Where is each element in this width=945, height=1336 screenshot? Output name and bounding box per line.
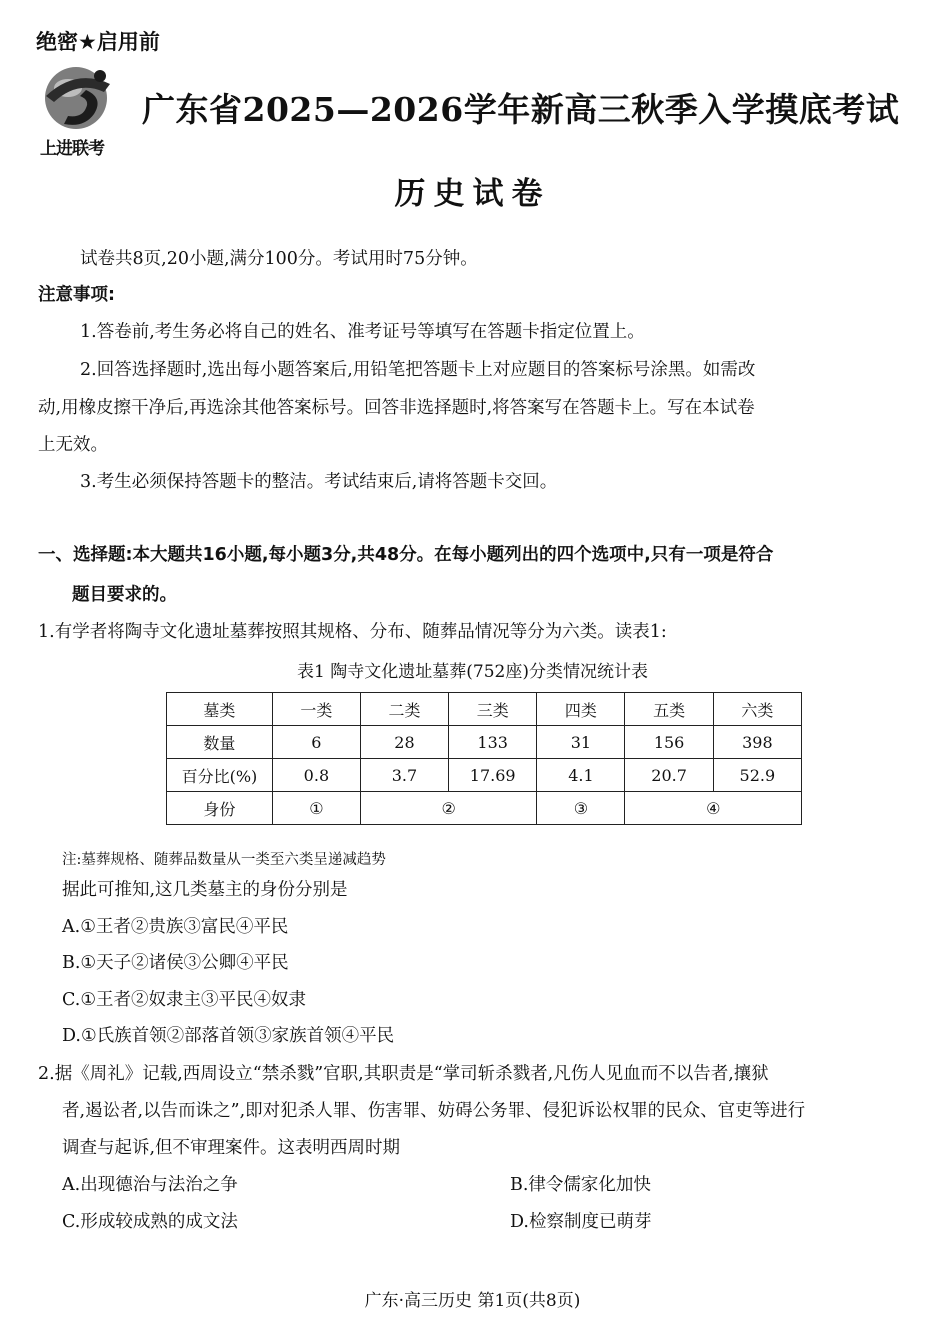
table-cell: 六类 [713, 693, 801, 726]
question-1-option-d: D.①氏族首领②部落首领③家族首领④平民 [62, 1026, 395, 1046]
table-caption: 表1 陶寺文化遗址墓葬(752座)分类情况统计表 [297, 662, 648, 682]
table-note: 注:墓葬规格、随葬品数量从一类至六类呈递减趋势 [62, 852, 386, 868]
notice-item-2-line-3: 上无效。 [38, 435, 108, 455]
table-cell: ② [360, 792, 536, 825]
table-row [167, 759, 802, 792]
table-cell: 17.69 [449, 759, 537, 792]
table-cell: 28 [360, 726, 448, 759]
question-2-option-b: B.律令儒家化加快 [510, 1175, 651, 1195]
table-cell: 墓类 [167, 693, 273, 726]
table-cell: 0.8 [272, 759, 360, 792]
exam-info: 试卷共8页,20小题,满分100分。考试用时75分钟。 [80, 249, 478, 269]
page-footer: 广东·高三历史 第1页(共8页) [364, 1291, 581, 1311]
exam-title: 广东省2025—2026学年新高三秋季入学摸底考试 [142, 90, 900, 129]
notice-item-3: 3.考生必须保持答题卡的整洁。考试结束后,请将答题卡交回。 [80, 472, 558, 492]
question-1-stem: 1.有学者将陶寺文化遗址墓葬按照其规格、分布、随葬品情况等分为六类。读表1: [38, 622, 667, 642]
table-row [167, 726, 802, 759]
notice-item-2-line-1: 2.回答选择题时,选出每小题答案后,用铅笔把答题卡上对应题目的答案标号涂黑。如需改 [80, 360, 756, 380]
notice-item-1: 1.答卷前,考生务必将自己的姓名、准考证号等填写在答题卡指定位置上。 [80, 322, 645, 342]
question-1-option-b: B.①天子②诸侯③公卿④平民 [62, 953, 289, 973]
table-row [167, 693, 802, 726]
question-1-prompt: 据此可推知,这几类墓主的身份分别是 [62, 880, 348, 900]
notice-heading: 注意事项: [38, 285, 115, 305]
table-cell: 数量 [167, 726, 273, 759]
table-cell: ① [272, 792, 360, 825]
table-cell: ③ [537, 792, 625, 825]
question-2-line-1: 2.据《周礼》记载,西周设立“禁杀戮”官职,其职责是“掌司斩杀戮者,凡伤人见血而不以告者,攘狱 [38, 1064, 769, 1084]
table-cell: 6 [272, 726, 360, 759]
logo-emblem-icon [38, 62, 128, 134]
question-2-option-c: C.形成较成熟的成文法 [62, 1212, 238, 1232]
table-cell: 五类 [625, 693, 713, 726]
table-cell: 52.9 [713, 759, 801, 792]
table-cell: 四类 [537, 693, 625, 726]
table-cell: 133 [449, 726, 537, 759]
section-heading-line-1: 一、选择题:本大题共16小题,每小题3分,共48分。在每小题列出的四个选项中,只有一项是符合 [38, 545, 774, 565]
logo-text: 上进联考 [40, 139, 104, 159]
question-2-option-d: D.检察制度已萌芽 [510, 1212, 652, 1232]
question-2-option-a: A.出现德治与法治之争 [62, 1175, 238, 1195]
table-cell: 三类 [449, 693, 537, 726]
table-cell: 3.7 [360, 759, 448, 792]
exam-subject: 历史试卷 [394, 176, 551, 212]
question-1-option-a: A.①王者②贵族③富民④平民 [62, 917, 289, 937]
table-row [167, 792, 802, 825]
notice-item-2-line-2: 动,用橡皮擦干净后,再选涂其他答案标号。回答非选择题时,将答案写在答题卡上。写在本试卷 [38, 398, 755, 418]
table-cell: 156 [625, 726, 713, 759]
table-cell: 一类 [272, 693, 360, 726]
table-cell: 二类 [360, 693, 448, 726]
table-cell: 31 [537, 726, 625, 759]
confidential-label: 绝密★启用前 [36, 30, 160, 54]
table-cell: 398 [713, 726, 801, 759]
question-2-line-2: 者,遏讼者,以告而诛之”,即对犯杀人罪、伤害罪、妨碍公务罪、侵犯诉讼权罪的民众、官吏等进行 [62, 1101, 806, 1121]
table-cell: ④ [625, 792, 802, 825]
tomb-classification-table [166, 692, 802, 825]
section-heading-line-2: 题目要求的。 [72, 585, 177, 605]
question-1-option-c: C.①王者②奴隶主③平民④奴隶 [62, 990, 307, 1010]
table-cell: 20.7 [625, 759, 713, 792]
exam-logo [38, 62, 128, 160]
table-cell: 百分比(%) [167, 759, 273, 792]
table-cell: 4.1 [537, 759, 625, 792]
question-2-line-3: 调查与起诉,但不审理案件。这表明西周时期 [62, 1138, 401, 1158]
table-cell: 身份 [167, 792, 273, 825]
